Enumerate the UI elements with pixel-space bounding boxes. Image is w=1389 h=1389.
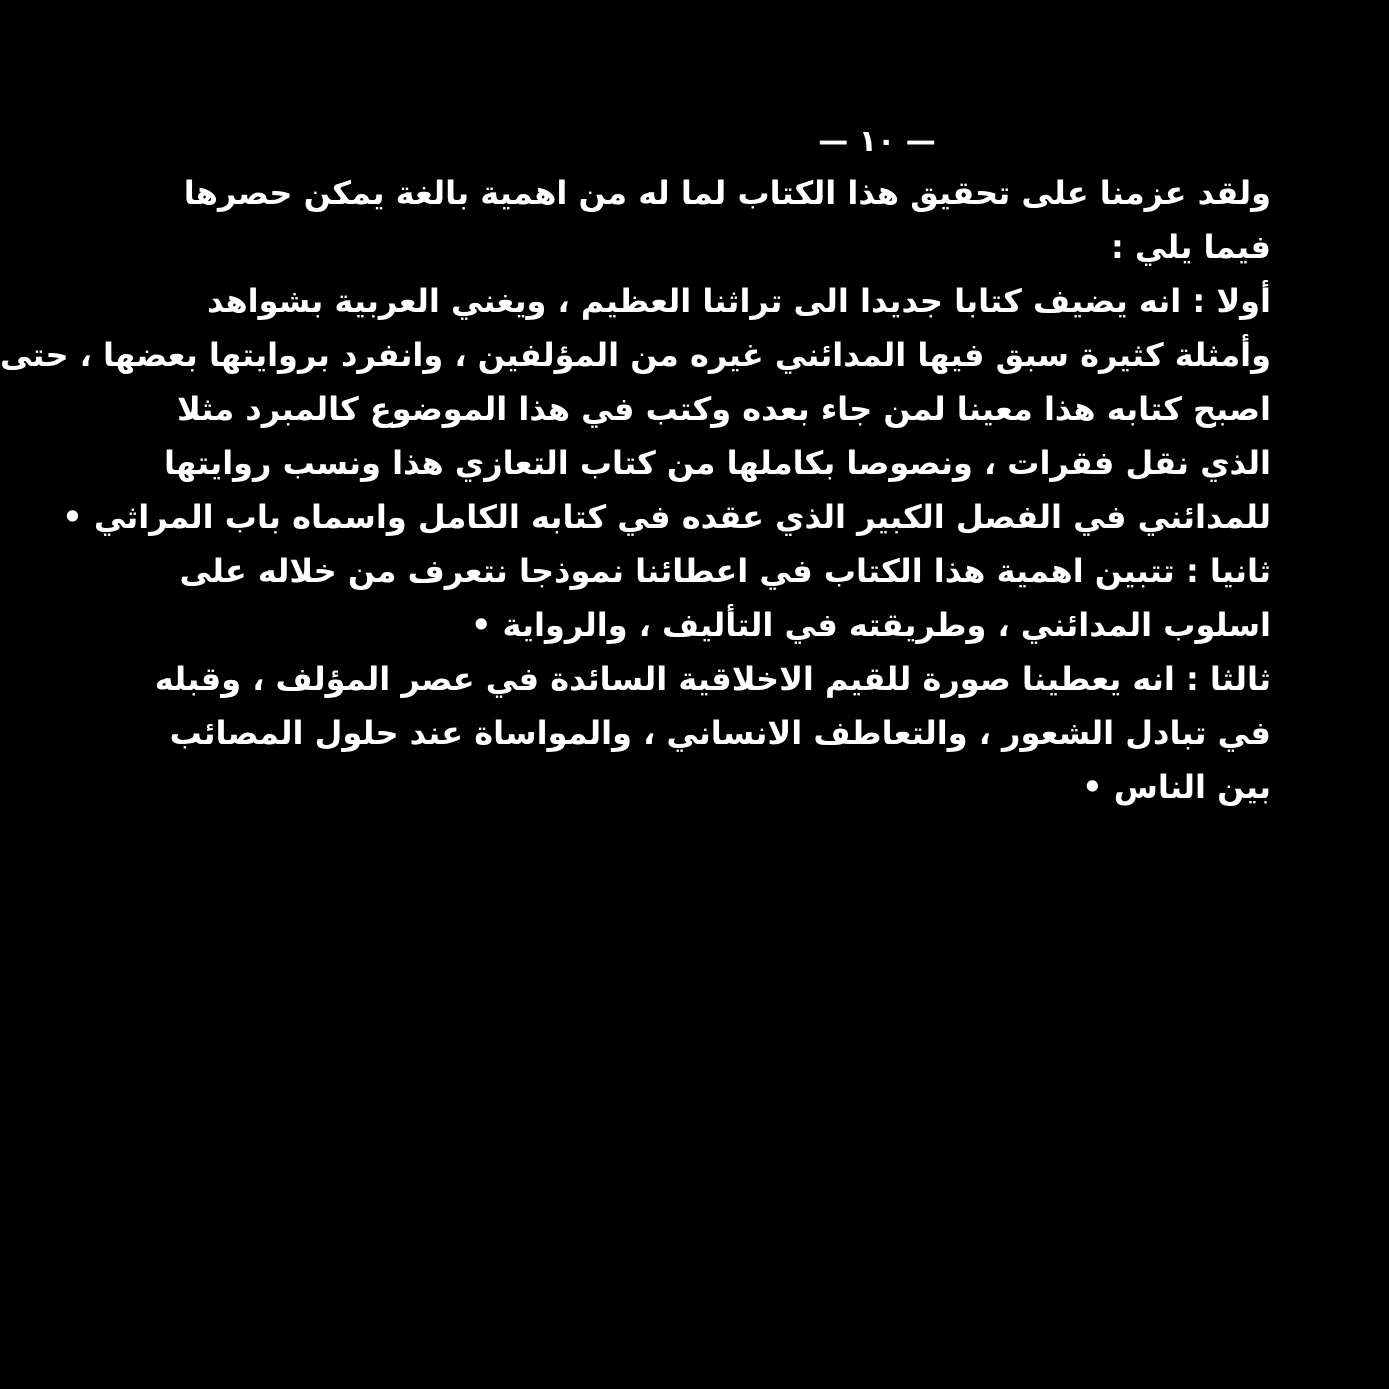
- page-number: — ١٠ —: [818, 124, 936, 159]
- text-line: في تبادل الشعور ، والتعاطف الانساني ، والمواساة عند حلول المصائب: [169, 714, 1271, 752]
- text-line: اسلوب المدائني ، وطريقته في التأليف ، والرواية •: [470, 606, 1271, 644]
- text-line: للمدائني في الفصل الكبير الذي عقده في كتابه الكامل واسماه باب المراثي •: [62, 498, 1271, 536]
- text-line: ولقد عزمنا على تحقيق هذا الكتاب لما له من اهمية بالغة يمكن حصرها: [183, 174, 1271, 212]
- text-line: بين الناس •: [1082, 768, 1271, 806]
- text-line: وأمثلة كثيرة سبق فيها المدائني غيره من المؤلفين ، وانفرد بروايتها بعضها ، حتى: [0, 336, 1271, 374]
- text-line: فيما يلي :: [1110, 228, 1271, 266]
- text-line: أولا : انه يضيف كتابا جديدا الى تراثنا العظيم ، ويغني العربية بشواهد: [206, 282, 1271, 320]
- text-line: ثالثا : انه يعطينا صورة للقيم الاخلاقية السائدة في عصر المؤلف ، وقبله: [154, 660, 1271, 698]
- body-text: [0, 166, 1271, 814]
- text-line: الذي نقل فقرات ، ونصوصا بكاملها من كتاب التعازي هذا ونسب روايتها: [163, 444, 1271, 482]
- text-line: اصبح كتابه هذا معينا لمن جاء بعده وكتب في هذا الموضوع كالمبرد مثلا: [176, 390, 1271, 428]
- text-line: ثانيا : تتبين اهمية هذا الكتاب في اعطائنا نموذجا نتعرف من خلاله على: [179, 552, 1271, 590]
